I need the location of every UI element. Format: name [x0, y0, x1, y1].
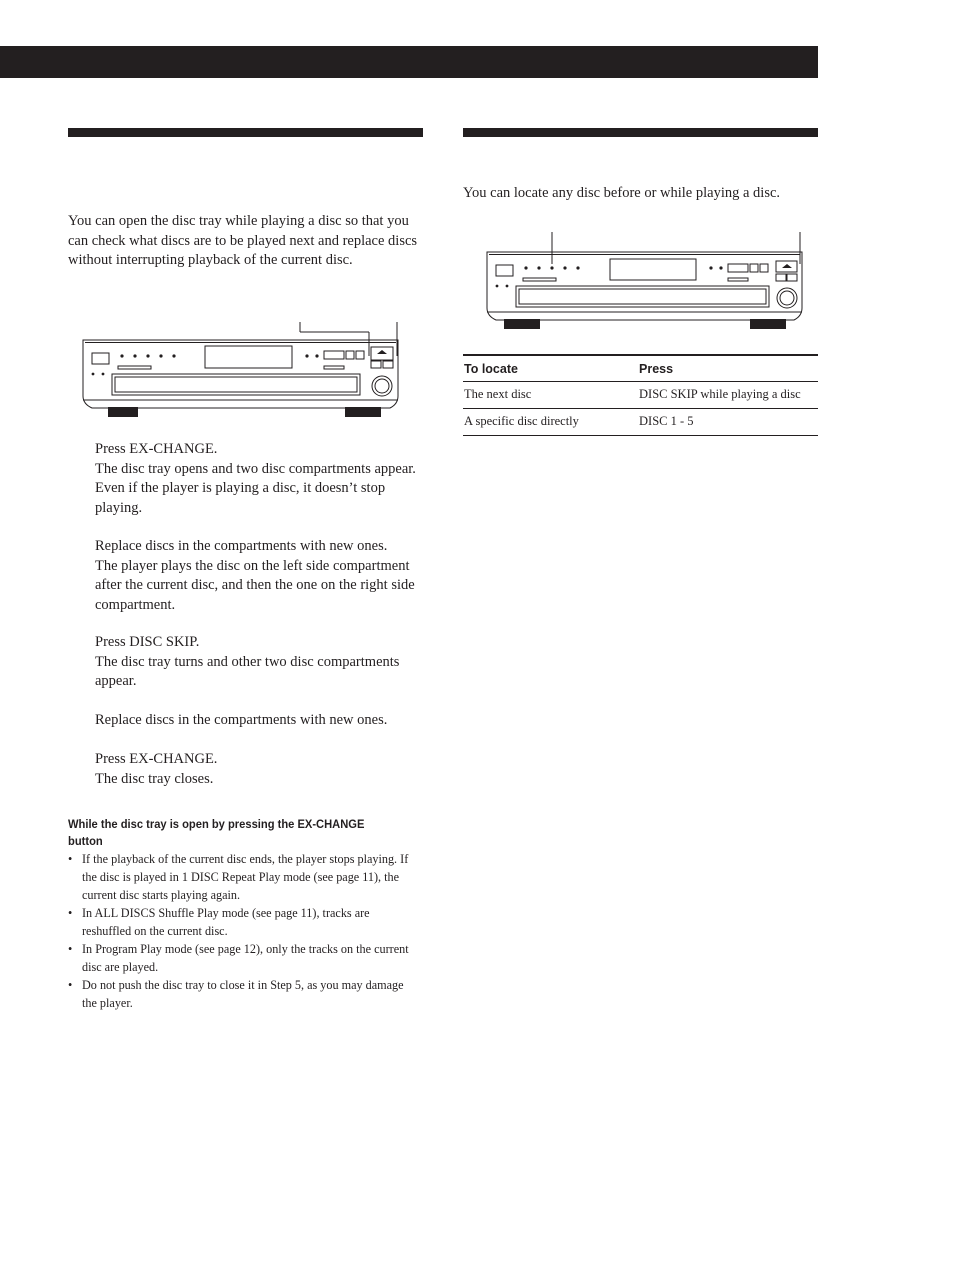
- step-2: [95, 537, 425, 615]
- right-intro: You can locate any disc before or while playing a disc.: [463, 185, 781, 201]
- step-4-title: Replace discs in the compartments with new ones.: [95, 712, 388, 728]
- column-header-press: Press: [638, 355, 818, 382]
- step-3: [95, 633, 425, 692]
- note-item: • Do not push the disc tray to close it in Step 5, as you may damage the player.: [68, 978, 404, 1010]
- note-heading: While the disc tray is open by pressing the EX-CHANGE button: [68, 817, 365, 848]
- column-header-to-locate: To locate: [463, 355, 638, 382]
- step-4: [95, 711, 425, 731]
- cd-player-illustration-right: [482, 230, 812, 334]
- table-header-row: [463, 355, 818, 382]
- left-intro: You can open the disc tray while playing a disc so that you can check what discs are to be played next and replace discs without interrupting playback of the current disc.: [68, 213, 418, 268]
- table-cell: DISC 1 - 5: [638, 409, 818, 436]
- note-item: • If the playback of the current disc ends, the player stops playing. If the disc is played in 1 DISC Repeat Play mode (see page 11), the current disc starts playing again.: [68, 852, 409, 902]
- table-row: [463, 382, 818, 409]
- step-2-title: Replace discs in the compartments with new ones.: [95, 538, 388, 554]
- step-3-description: The disc tray turns and other two disc compartments appear.: [95, 653, 400, 689]
- step-3-title: Press DISC SKIP.: [95, 634, 200, 650]
- step-2-description: The player plays the disc on the left side compartment after the current disc, and then the one on the right side compartment.: [95, 557, 415, 613]
- table-row: [463, 409, 818, 436]
- note-item: • In ALL DISCS Shuffle Play mode (see page 11), tracks are reshuffled on the current disc.: [68, 906, 370, 938]
- locate-table: [463, 354, 818, 436]
- step-5-title: Press EX-CHANGE.: [95, 751, 218, 767]
- step-5: [95, 750, 425, 789]
- table-cell: The next disc: [463, 382, 638, 409]
- header-bar: [0, 46, 818, 78]
- left-section-rule: [68, 128, 423, 137]
- cd-player-illustration-left: [78, 318, 408, 422]
- step-1-title: Press EX-CHANGE.: [95, 441, 218, 457]
- table-cell: A specific disc directly: [463, 409, 638, 436]
- step-5-description: The disc tray closes.: [95, 770, 214, 787]
- right-section-rule: [463, 128, 818, 137]
- table-cell: DISC SKIP while playing a disc: [638, 382, 818, 409]
- step-1-description: The disc tray opens and two disc compartments appear. Even if the player is playing a disc, it doesn’t stop playing.: [95, 460, 416, 516]
- note-item: • In Program Play mode (see page 12), only the tracks on the current disc are played.: [68, 942, 409, 974]
- step-1: [95, 440, 425, 518]
- note-list: [68, 850, 420, 1012]
